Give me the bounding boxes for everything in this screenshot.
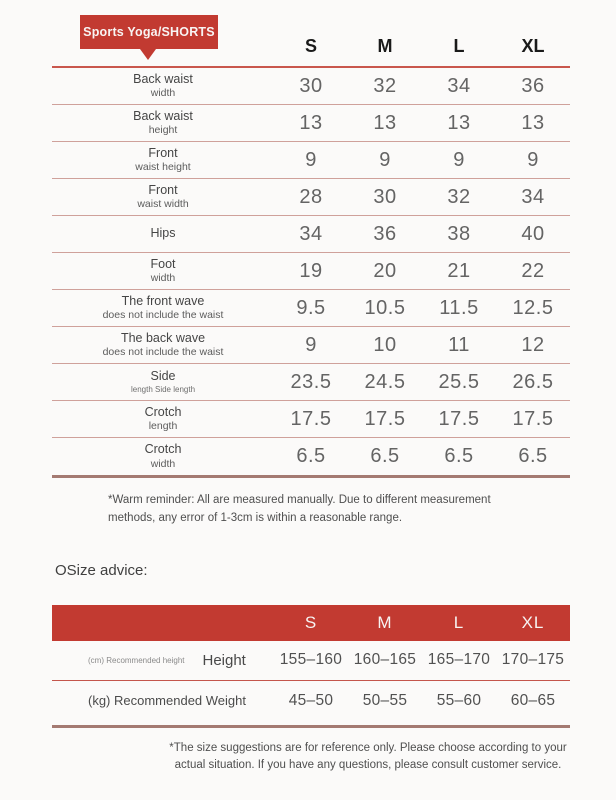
cell-value: 36 (521, 74, 545, 97)
cell-value: 11 (448, 333, 470, 356)
cell-value: 9 (527, 148, 539, 171)
cell-value: 17.5 (290, 407, 332, 430)
cell-value: 13 (299, 111, 323, 134)
cell-value: 60–65 (510, 691, 556, 709)
cell-value: 13 (521, 111, 545, 134)
cell-value: 10 (373, 333, 397, 356)
badge-label: Sports Yoga/SHORTS (83, 25, 215, 39)
cell-value: 6.5 (518, 445, 548, 467)
advice-col-s: S (304, 612, 318, 632)
height-row-label: (cm) Recommended height Height (88, 651, 246, 669)
cell-value: 17.5 (438, 407, 480, 430)
cell-value: 34 (299, 222, 323, 245)
cell-value: 24.5 (364, 370, 406, 393)
cell-value: 9 (379, 148, 391, 171)
cell-value: 17.5 (364, 407, 406, 430)
col-header-xl: XL (521, 35, 545, 56)
size-advice-header-bar (52, 605, 570, 641)
cell-value: 30 (373, 185, 397, 208)
cell-value: 23.5 (290, 370, 332, 393)
cell-value: 21 (447, 259, 471, 282)
col-header-m: M (377, 35, 393, 56)
cell-value: 6.5 (296, 445, 326, 467)
size-advice-heading: OSize advice: (55, 561, 148, 579)
table-row (52, 438, 570, 475)
cell-value: 6.5 (370, 445, 400, 467)
row-label: Hips (150, 226, 176, 241)
product-category-badge (80, 15, 218, 49)
table-row (52, 179, 570, 216)
cell-value: 165–170 (427, 651, 491, 669)
cell-value: 45–50 (288, 691, 334, 709)
cell-value: 17.5 (512, 407, 554, 430)
cell-value: 12.5 (512, 296, 554, 319)
recommended-height-row (52, 641, 570, 681)
row-label: Back waist width (133, 71, 193, 100)
table-row (52, 142, 570, 179)
table-row (52, 327, 570, 364)
cell-value: 25.5 (438, 370, 480, 393)
row-label: Foot width (150, 256, 176, 285)
cell-value: 32 (373, 74, 397, 97)
warm-reminder-note: *Warm reminder: All are measured manually. Due to different measurement methods, any error of 1-3cm is within a reasonable range. (108, 494, 491, 524)
row-label: Crotch length (144, 404, 182, 433)
size-measurement-table (52, 66, 570, 478)
cell-value: 38 (447, 222, 471, 245)
table-row (52, 290, 570, 327)
cell-value: 26.5 (512, 370, 554, 393)
advice-col-xl: XL (521, 612, 545, 632)
cell-value: 12 (521, 333, 545, 356)
cell-value: 32 (447, 185, 471, 208)
cell-value: 160–165 (353, 651, 417, 669)
cell-value: 22 (521, 259, 545, 282)
cell-value: 13 (447, 111, 471, 134)
row-label: Crotch width (144, 442, 182, 470)
table-row (52, 68, 570, 105)
cell-value: 36 (373, 222, 397, 245)
advice-col-m: M (377, 612, 393, 632)
col-header-s: S (304, 35, 317, 56)
cell-value: 9 (305, 333, 317, 356)
col-header-l: L (453, 35, 465, 56)
advice-col-l: L (453, 612, 465, 632)
row-label: The back wave does not include the waist (102, 330, 224, 359)
row-label: Front waist height (135, 145, 191, 174)
cell-value: 11.5 (439, 296, 479, 319)
cell-value: 34 (521, 185, 545, 208)
cell-value: 19 (299, 259, 323, 282)
weight-row-label: (kg) Recommended Weight (88, 693, 246, 709)
table-row (52, 216, 570, 253)
advice-table-bottom-line (52, 725, 570, 728)
table-row (52, 253, 570, 290)
cell-value: 34 (447, 74, 471, 97)
cell-value: 155–160 (279, 651, 343, 669)
row-label: The front wave does not include the waist (102, 293, 224, 322)
cell-value: 40 (521, 222, 545, 245)
cell-value: 13 (373, 111, 397, 134)
recommended-weight-row (52, 681, 570, 721)
cell-value: 9 (305, 148, 317, 171)
table-row (52, 401, 570, 438)
cell-value: 28 (299, 185, 323, 208)
cell-value: 30 (299, 74, 323, 97)
cell-value: 170–175 (501, 651, 565, 669)
cell-value: 20 (373, 259, 397, 282)
cell-value: 50–55 (362, 691, 408, 709)
cell-value: 55–60 (436, 691, 482, 709)
cell-value: 9.5 (296, 296, 326, 319)
cell-value: 9 (453, 148, 465, 171)
row-label: Back waist height (133, 108, 193, 137)
cell-value: 6.5 (444, 445, 474, 467)
badge-pointer-triangle (140, 49, 156, 60)
row-label: Front waist width (137, 182, 189, 211)
footer-disclaimer: *The size suggestions are for reference only. Please choose according to your actual situation. If you have any questions, please consult customer service. (169, 741, 567, 772)
cell-value: 10.5 (364, 296, 406, 319)
table-row (52, 105, 570, 142)
row-label: Side length Side length (130, 369, 196, 394)
table-row (52, 364, 570, 401)
